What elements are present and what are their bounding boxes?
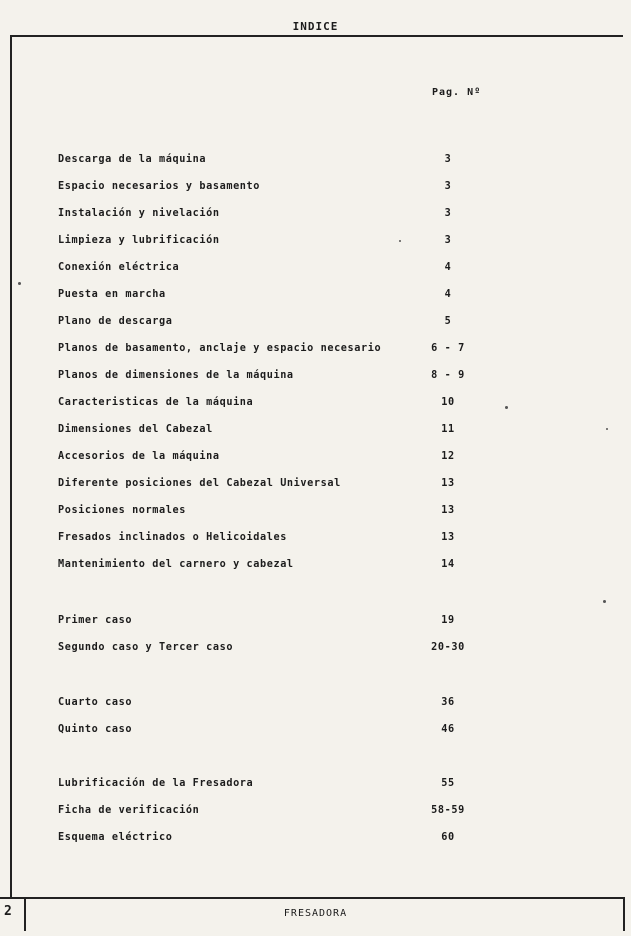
index-entry — [58, 505, 488, 521]
scan-speck — [603, 600, 606, 603]
index-entry — [58, 724, 488, 740]
index-entry-label: Diferente posiciones del Cabezal Universal — [58, 478, 341, 489]
index-entry — [58, 181, 488, 197]
index-entry-page: 36 — [441, 697, 455, 708]
index-entry-page: 11 — [441, 424, 455, 435]
index-entry-label: Plano de descarga — [58, 316, 173, 327]
index-entry-page: 58-59 — [431, 805, 465, 816]
index-entry-label: Fresados inclinados o Helicoidales — [58, 532, 287, 543]
index-entry-label: Conexión eléctrica — [58, 262, 180, 273]
index-entry-page: 46 — [441, 724, 455, 735]
index-entry — [58, 559, 488, 575]
scan-speck — [399, 240, 401, 242]
index-entry-page: 4 — [444, 262, 452, 273]
index-entry-label: Esquema eléctrico — [58, 832, 173, 843]
scan-speck — [606, 428, 608, 430]
index-entry-label: Cuarto caso — [58, 697, 133, 708]
index-entry-page: 10 — [441, 397, 455, 408]
bottom-rule — [0, 897, 625, 899]
index-entry-label: Posiciones normales — [58, 505, 186, 516]
index-entry-label: Ficha de verificación — [58, 805, 200, 816]
index-entry-page: 3 — [444, 235, 452, 246]
index-entry — [58, 532, 488, 548]
page-column-header: Pag. Nº — [432, 87, 482, 98]
index-entry-label: Instalación y nivelación — [58, 208, 220, 219]
index-entry-label: Mantenimiento del carnero y cabezal — [58, 559, 294, 570]
index-entry — [58, 208, 488, 224]
index-entry — [58, 615, 488, 631]
index-entry-page: 12 — [441, 451, 455, 462]
index-entry-label: Primer caso — [58, 615, 133, 626]
index-entry-page: 5 — [444, 316, 452, 327]
footer-title: FRESADORA — [283, 908, 348, 919]
index-entry — [58, 697, 488, 713]
index-entry-label: Planos de basamento, anclaje y espacio necesario — [58, 343, 382, 354]
index-entry-page: 55 — [441, 778, 455, 789]
index-entry-page: 14 — [441, 559, 455, 570]
index-entry — [58, 235, 488, 251]
index-entry-page: 8 - 9 — [431, 370, 465, 381]
index-entry-page: 3 — [444, 181, 452, 192]
index-entry — [58, 451, 488, 467]
index-entry-page: 6 - 7 — [431, 343, 465, 354]
scan-speck — [18, 282, 21, 285]
footer-page-number: 2 — [4, 904, 12, 919]
index-entry-label: Quinto caso — [58, 724, 133, 735]
index-entry — [58, 343, 488, 359]
index-entry-label: Limpieza y lubrificación — [58, 235, 220, 246]
index-entry — [58, 778, 488, 794]
index-entry-label: Accesorios de la máquina — [58, 451, 220, 462]
index-entry-page: 3 — [444, 208, 452, 219]
index-entry-page: 4 — [444, 289, 452, 300]
index-entry — [58, 289, 488, 305]
index-entry — [58, 397, 488, 413]
index-entry — [58, 478, 488, 494]
index-entry — [58, 370, 488, 386]
index-entry-page: 13 — [441, 478, 455, 489]
index-title: INDICE — [292, 20, 339, 33]
index-entry-label: Caracteristicas de la máquina — [58, 397, 254, 408]
index-entry — [58, 642, 488, 658]
index-entry-page: 13 — [441, 532, 455, 543]
index-entry — [58, 805, 488, 821]
index-entry-page: 13 — [441, 505, 455, 516]
index-entry-page: 20-30 — [431, 642, 465, 653]
index-entry-label: Puesta en marcha — [58, 289, 166, 300]
index-entry-label: Dimensiones del Cabezal — [58, 424, 213, 435]
index-entry-page: 3 — [444, 154, 452, 165]
index-entry-label: Espacio necesarios y basamento — [58, 181, 261, 192]
index-entry-label: Segundo caso y Tercer caso — [58, 642, 234, 653]
index-entry-label: Descarga de la máquina — [58, 154, 207, 165]
top-rule — [10, 35, 623, 37]
index-entry-page: 60 — [441, 832, 455, 843]
index-entry-label: Planos de dimensiones de la máquina — [58, 370, 294, 381]
index-entry — [58, 832, 488, 848]
index-entry — [58, 316, 488, 332]
index-entry-label: Lubrificación de la Fresadora — [58, 778, 254, 789]
index-entry — [58, 154, 488, 170]
left-rule — [10, 35, 12, 899]
scan-speck — [505, 406, 508, 409]
index-entry — [58, 424, 488, 440]
index-entry — [58, 262, 488, 278]
index-entry-page: 19 — [441, 615, 455, 626]
